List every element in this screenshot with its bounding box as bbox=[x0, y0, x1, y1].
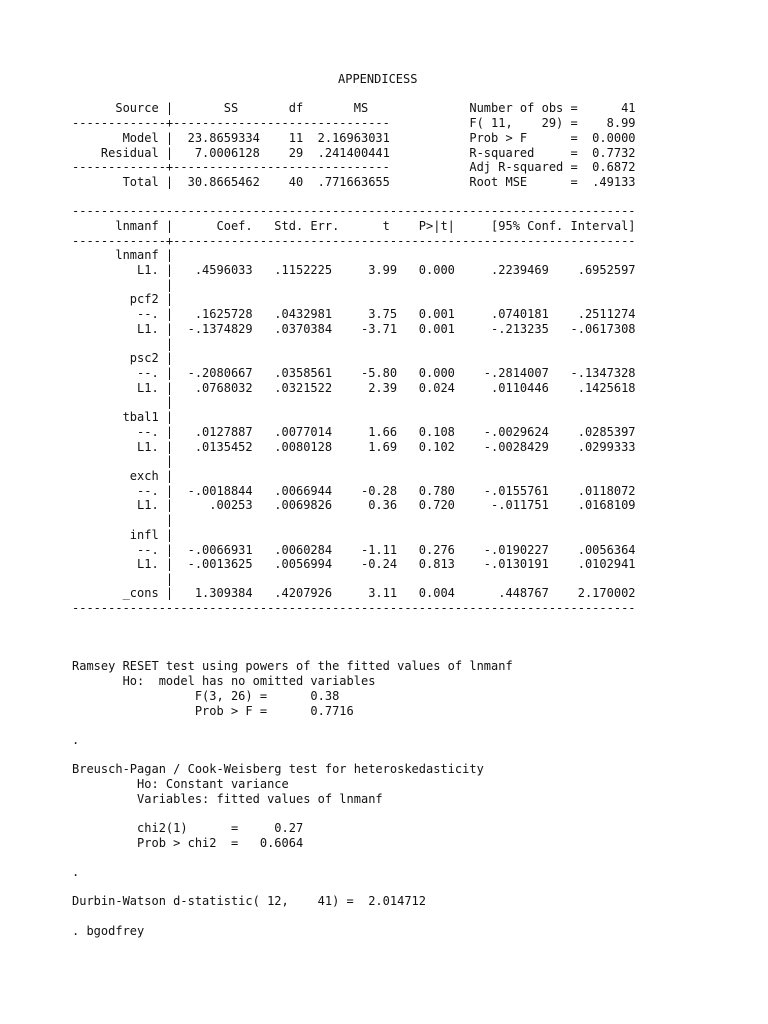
test-title: Ramsey RESET test using powers of the fitted values of lnmanf bbox=[72, 659, 513, 673]
bgodfrey-command: . bgodfrey bbox=[72, 924, 145, 938]
anova-rule-row: -------------+------------------------------ Adj R-squared = 0.6872 bbox=[72, 160, 636, 174]
table-row: _cons | 1.309384 .4207926 3.11 0.004 .448767 2.170002 bbox=[72, 586, 636, 600]
coef-header-row: lnmanf | Coef. Std. Err. t P>|t| [95% Conf. Interval] bbox=[72, 219, 636, 233]
table-row: | bbox=[72, 278, 174, 292]
test-statistic: chi2(1) = 0.27 bbox=[72, 821, 304, 835]
table-row: | bbox=[72, 513, 174, 527]
table-row: | bbox=[72, 454, 174, 468]
table-row: --. | .1625728 .0432981 3.75 0.001 .0740181 .2511274 bbox=[72, 307, 636, 321]
page-title: APPENDICESS bbox=[338, 72, 418, 86]
test-statistic: F(3, 26) = 0.38 bbox=[72, 689, 340, 703]
table-row: L1. | -.0013625 .0056994 -0.24 0.813 -.0130191 .0102941 bbox=[72, 557, 636, 571]
table-row: --. | .0127887 .0077014 1.66 0.108 -.0029624 .0285397 bbox=[72, 425, 636, 439]
table-row: L1. | .0135452 .0080128 1.69 0.102 -.0028429 .0299333 bbox=[72, 440, 636, 454]
table-row: L1. | -.1374829 .0370384 -3.71 0.001 -.213235 -.0617308 bbox=[72, 322, 636, 336]
table-row: L1. | .4596033 .1152225 3.99 0.000 .2239469 .6952597 bbox=[72, 263, 636, 277]
test-variables: Variables: fitted values of lnmanf bbox=[72, 792, 383, 806]
command-separator: . bbox=[72, 733, 80, 747]
anova-rule-row: -------------+------------------------------ F( 11, 29) = 8.99 bbox=[72, 116, 636, 130]
table-row: lnmanf | bbox=[72, 248, 174, 262]
table-rule-bottom: ------------------------------------------------------------------------------ bbox=[72, 601, 636, 615]
table-row: --. | -.2080667 .0358561 -5.80 0.000 -.2814007 -.1347328 bbox=[72, 366, 636, 380]
table-row: infl | bbox=[72, 528, 174, 542]
table-row: | bbox=[72, 337, 174, 351]
table-row: L1. | .00253 .0069826 0.36 0.720 -.011751 .0168109 bbox=[72, 498, 636, 512]
table-row: | bbox=[72, 395, 174, 409]
anova-total-row: Total | 30.8665462 40 .771663655 Root MSE = .49133 bbox=[72, 175, 636, 189]
table-row: L1. | .0768032 .0321522 2.39 0.024 .0110446 .1425618 bbox=[72, 381, 636, 395]
durbin-watson-statistic: Durbin-Watson d-statistic( 12, 41) = 2.014712 bbox=[72, 894, 427, 908]
table-rule-top: ------------------------------------------------------------------------------ bbox=[72, 204, 636, 218]
command-separator: . bbox=[72, 865, 80, 879]
table-row: exch | bbox=[72, 469, 174, 483]
test-probability: Prob > chi2 = 0.6064 bbox=[72, 836, 304, 850]
test-hypothesis: Ho: model has no omitted variables bbox=[72, 674, 376, 688]
table-row: --. | -.0018844 .0066944 -0.28 0.780 -.0155761 .0118072 bbox=[72, 484, 636, 498]
table-row: --. | -.0066931 .0060284 -1.11 0.276 -.0190227 .0056364 bbox=[72, 543, 636, 557]
table-row: psc2 | bbox=[72, 351, 174, 365]
table-row: | bbox=[72, 572, 174, 586]
anova-model-row: Model | 23.8659334 11 2.16963031 Prob > F = 0.0000 bbox=[72, 131, 636, 145]
test-probability: Prob > F = 0.7716 bbox=[72, 704, 354, 718]
anova-header-row: Source | SS df MS Number of obs = 41 bbox=[72, 101, 636, 115]
table-row: tbal1 | bbox=[72, 410, 174, 424]
test-hypothesis: Ho: Constant variance bbox=[72, 777, 289, 791]
test-title: Breusch-Pagan / Cook-Weisberg test for heteroskedasticity bbox=[72, 762, 484, 776]
table-row: pcf2 | bbox=[72, 292, 174, 306]
table-rule-mid: -------------+---------------------------------------------------------------- bbox=[72, 234, 636, 248]
anova-residual-row: Residual | 7.0006128 29 .241400441 R-squared = 0.7732 bbox=[72, 146, 636, 160]
